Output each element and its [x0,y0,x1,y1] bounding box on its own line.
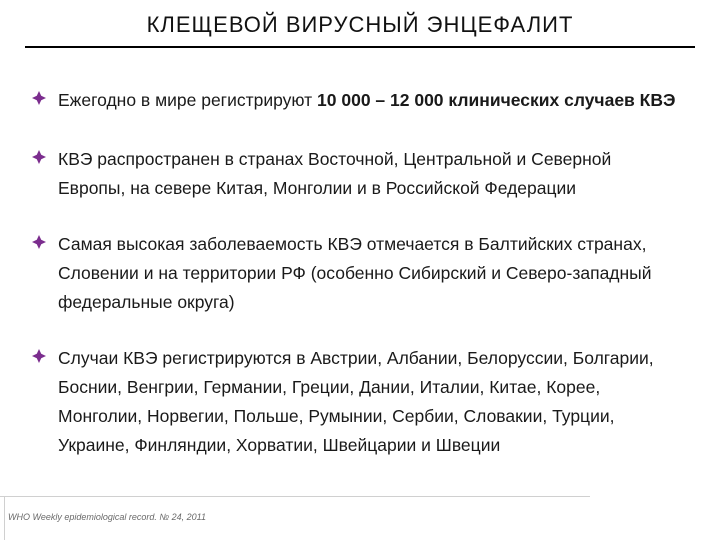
bullet-line: Словении и на территории РФ (особенно Сибирский и Северо-западный [58,263,652,283]
bullet-line: Боснии, Венгрии, Германии, Греции, Дании, Италии, Китае, Корее, [58,377,601,397]
bullet-item-distribution [32,145,692,203]
bullet-line: Случаи КВЭ регистрируются в Австрии, Албании, Белоруссии, Болгарии, [58,348,654,368]
bullet-text-bold: 10 000 – 12 000 клинических случаев КВЭ [317,90,676,110]
bullet-line: Монголии, Норвегии, Польше, Румынии, Сербии, Словакии, Турции, [58,406,615,426]
bullet-item-highest-incidence [32,230,692,317]
bullet-line: Украине, Финляндии, Хорватии, Швейцарии и Швеции [58,435,501,455]
bullet-text [58,86,692,115]
diamond-bullet-icon [32,235,46,249]
footer-divider-vertical [4,496,5,540]
bullet-item-countries [32,344,692,460]
diamond-bullet-icon [32,91,46,105]
slide-title: КЛЕЩЕВОЙ ВИРУСНЫЙ ЭНЦЕФАЛИТ [146,12,574,37]
bullet-text-regular: Ежегодно в мире регистрируют [58,90,318,110]
bullet-line: Самая высокая заболеваемость КВЭ отмечается в Балтийских странах, [58,234,647,254]
diamond-bullet-icon [32,349,46,363]
bullet-item-annual-cases [32,86,692,115]
footnote-source: WHO Weekly epidemiological record. № 24, 2011 [8,512,206,522]
bullet-text [58,344,692,460]
footer-divider [0,496,590,497]
title-underline [25,46,695,48]
bullet-text [58,230,692,317]
diamond-bullet-icon [32,150,46,164]
bullet-line: Европы, на севере Китая, Монголии и в Российской Федерации [58,178,577,198]
bullet-text [58,145,692,203]
bullet-line: КВЭ распространен в странах Восточной, Центральной и Северной [58,149,612,169]
bullet-line: федеральные округа) [58,292,235,312]
